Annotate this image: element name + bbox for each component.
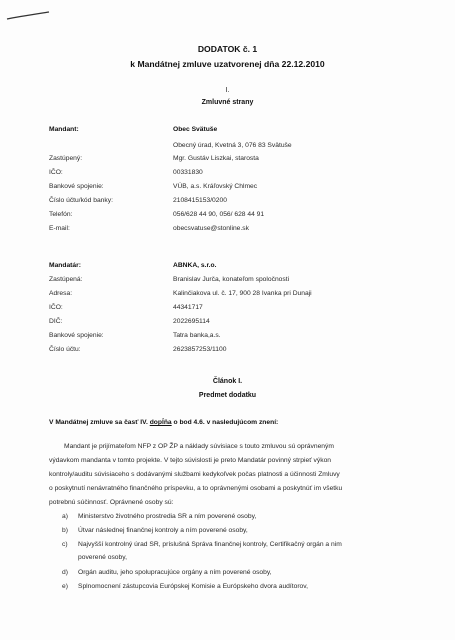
mandatar-name: ABNKA, s.r.o. <box>173 262 217 269</box>
corner-pen-mark <box>5 8 51 22</box>
mandant-row-value: Mgr. Gustáv Liszkai, starosta <box>173 155 259 162</box>
document-subtitle: k Mandátnej zmluve uzatvorenej dňa 22.12.2010 <box>130 59 325 69</box>
mandant-row-label: Telefón: <box>49 211 73 218</box>
paragraph-line: výdavkom mandanta v tomto projekte. V tejto súvislosti je preto Mandatár povinný strpieť výkon <box>49 457 332 464</box>
list-item-continuation: poverené osoby, <box>78 554 127 561</box>
document-title: DODATOK č. 1 <box>197 44 258 54</box>
mandant-row-value: VÚB, a.s. Kráľovský Chlmec <box>173 183 258 190</box>
intro-text: o bod 4.6. v nasledujúcom znení: <box>171 419 279 426</box>
amendment-intro <box>49 419 278 426</box>
list-letter: b) <box>62 527 68 534</box>
mandant-row-label: Zastúpený: <box>49 155 83 162</box>
article-subheading: Predmet dodatku <box>198 392 257 399</box>
mandatar-row-label: Bankové spojenie: <box>49 332 104 339</box>
mandatar-row-value: Kalinčiakova ul. č. 17, 900 28 Ivanka pri Dunaji <box>173 290 312 297</box>
list-item: Ministerstvo životného prostredia SR a ním poverené osoby, <box>78 513 257 520</box>
mandatar-row-label: IČO: <box>49 304 63 311</box>
intro-underlined-word: dopĺňa <box>149 419 172 426</box>
mandant-row-label: IČO: <box>49 169 63 176</box>
section-heading: Zmluvné strany <box>201 99 254 106</box>
mandant-label: Mandant: <box>49 126 79 133</box>
mandant-row-label: Číslo účtu/kód banky: <box>49 197 113 204</box>
mandatar-label: Mandatár: <box>49 262 81 269</box>
mandant-row-label: Bankové spojenie: <box>49 183 104 190</box>
list-item: Najvyšší kontrolný úrad SR, príslušná Správa finančnej kontroly, Certifikačný orgán a nim <box>78 541 342 548</box>
mandatar-row-label: Adresa: <box>49 290 73 297</box>
mandant-row-value: 00331830 <box>173 169 203 176</box>
mandant-row-value: 056/628 44 90, 056/ 628 44 91 <box>173 211 265 218</box>
mandatar-row-value: Branislav Jurča, konateľom spoločnosti <box>173 276 290 283</box>
mandant-row-value: obecsvatuse@stonline.sk <box>173 225 249 232</box>
article-heading: Článok I. <box>212 378 243 385</box>
list-letter: a) <box>62 513 68 520</box>
paragraph-line: Mandant je prijímateľom NFP z OP ŽP a náklady súvisiace s touto zmluvou sú oprávneným <box>64 443 334 450</box>
section-number: I. <box>225 87 230 94</box>
mandant-name: Obec Svätuše <box>173 126 218 133</box>
list-item: Útvar následnej finančnej kontroly a ním poverené osoby, <box>78 527 248 534</box>
mandant-address: Obecný úrad, Kvetná 3, 076 83 Svätuše <box>173 142 292 149</box>
mandatar-row-label: Zastúpená: <box>49 276 83 283</box>
mandatar-row-value: 2022695114 <box>173 318 210 325</box>
list-letter: c) <box>62 541 68 548</box>
paragraph-line: kontroly/auditu súvisiaceho s dodávanými službami kedykoľvek počas platnosti a účinnosti Zmluvy <box>49 471 340 478</box>
intro-text: V Mandátnej zmluve sa časť IV. <box>49 419 150 426</box>
list-letter: e) <box>62 583 68 590</box>
mandatar-row-value: Tatra banka,a.s. <box>173 332 221 339</box>
list-item: Orgán auditu, jeho spolupracujúce orgány a ním poverené osoby, <box>78 569 272 576</box>
mandant-row-label: E-mail: <box>49 225 70 232</box>
mandatar-row-label: Číslo účtu: <box>49 346 81 353</box>
list-item: Splnomocnení zástupcovia Európskej Komisie a Európskeho dvora audítorov, <box>78 583 308 590</box>
mandatar-row-label: DIČ: <box>49 318 63 325</box>
mandatar-row-value: 2623857253/1100 <box>173 346 227 353</box>
mandatar-row-value: 44341717 <box>173 304 203 311</box>
paragraph-line: potrebnú súčinnosť. Oprávnené osoby sú: <box>49 499 174 506</box>
mandant-row-value: 2108415153/0200 <box>173 197 227 204</box>
list-letter: d) <box>62 569 68 576</box>
paragraph-line: o poskytnutí nenávratného finančného príspevku, a to oprávnenými osobami a poskytnúť im všetku <box>49 485 343 492</box>
